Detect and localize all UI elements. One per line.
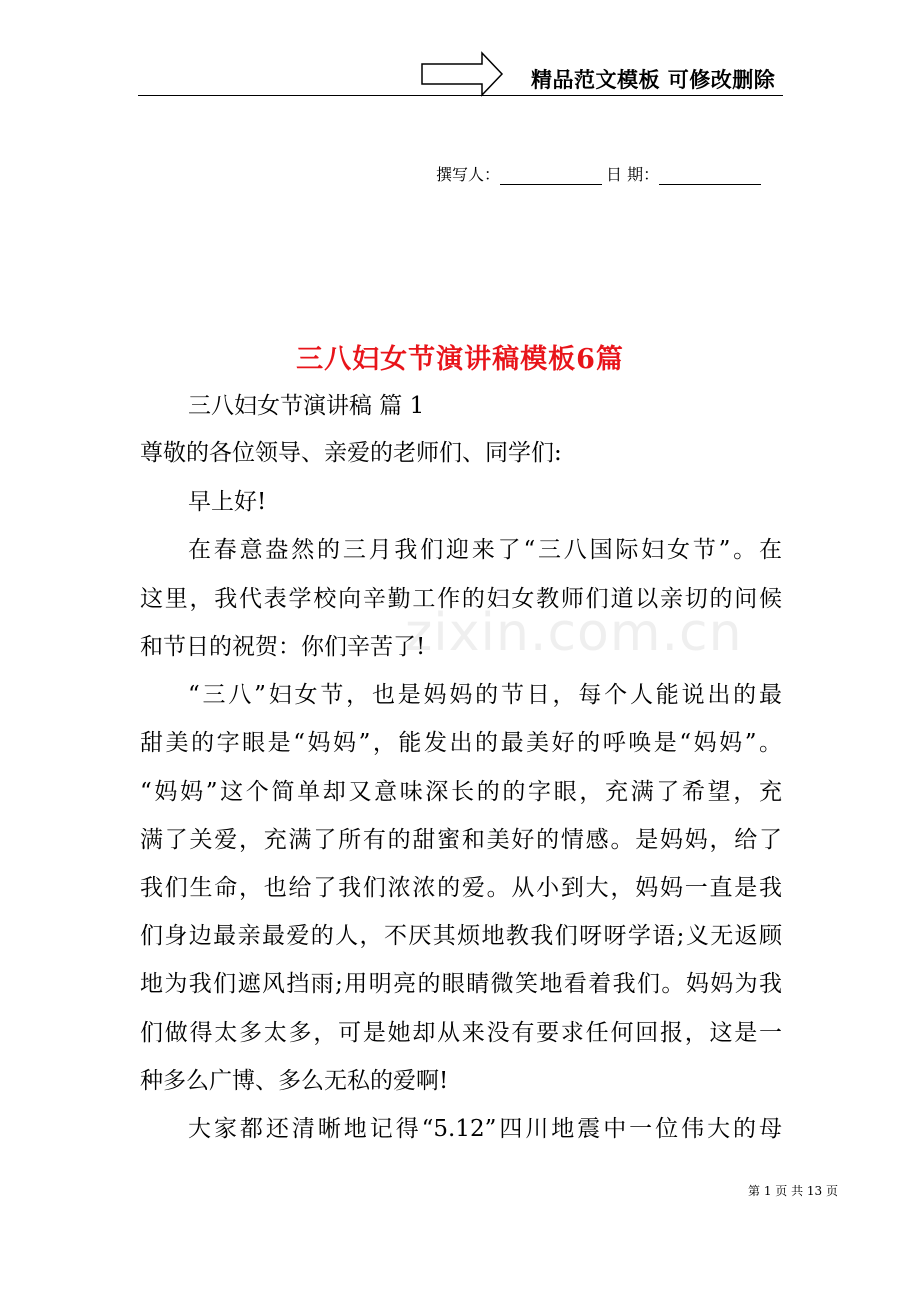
paragraph-line: 种多么广博、多么无私的爱啊! [140, 1068, 449, 1094]
document-title: 三八妇女节演讲稿模板6篇 [296, 344, 624, 375]
watermark: zixin.com.cn [405, 603, 743, 663]
paragraph-line: 早上好! [188, 489, 267, 515]
header-divider [138, 95, 783, 96]
header-label: 精品范文模板 可修改删除 [531, 68, 776, 92]
paragraph-line: “三八”妇女节，也是妈妈的节日，每个人能说出的最 [188, 682, 782, 708]
paragraph-line: “妈妈”这个简单却又意味深长的的字眼，充满了希望，充 [140, 779, 782, 805]
paragraph-line: 们做得太多太多，可是她却从来没有要求任何回报，这是一 [140, 1020, 782, 1046]
paragraph-line: 我们生命，也给了我们浓浓的爱。从小到大，妈妈一直是我 [140, 875, 782, 901]
author-blank-field [500, 166, 602, 185]
author-date-line [436, 161, 761, 185]
paragraph-line: 尊敬的各位领导、亲爱的老师们、同学们: [140, 440, 562, 466]
paragraph-line: 满了关爱，充满了所有的甜蜜和美好的情感。是妈妈，给了 [140, 827, 782, 853]
paragraph-line: 地为我们遮风挡雨;用明亮的眼睛微笑地看着我们。妈妈为我 [140, 971, 782, 997]
paragraph-line: 和节日的祝贺：你们辛苦了! [140, 634, 426, 660]
paragraph-line: 们身边最亲最爱的人，不厌其烦地教我们呀呀学语;义无返顾 [140, 923, 782, 949]
paragraph-line: 这里，我代表学校向辛勤工作的妇女教师们道以亲切的问候 [140, 586, 782, 612]
arrow-right-icon [420, 51, 504, 97]
author-label: 撰写人： [436, 165, 501, 184]
paragraph-line: 大家都还清晰地记得“5.12”四川地震中一位伟大的母 [188, 1116, 782, 1142]
section-heading: 三八妇女节演讲稿 篇 1 [188, 393, 425, 419]
page-number: 第 1 页 共 13 页 [748, 1184, 838, 1198]
paragraph-line: 甜美的字眼是“妈妈”，能发出的最美好的呼唤是“妈妈”。 [140, 730, 782, 756]
paragraph-line: 在春意盎然的三月我们迎来了“三八国际妇女节”。在 [188, 537, 782, 563]
date-label: 日 期： [606, 165, 660, 184]
date-blank-field [659, 166, 761, 185]
